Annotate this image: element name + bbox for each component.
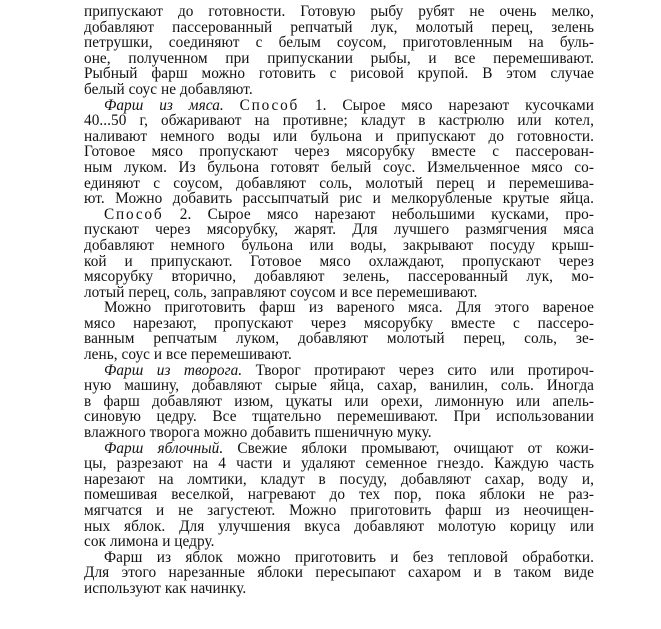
text-line (84, 98, 594, 114)
text-run: синовую цедру. Все тщательно перемешивают. При использовании (84, 408, 594, 426)
text-run: петрушки, соединяют с белым соусом, приготовленным на буль- (84, 34, 594, 52)
text-line (84, 534, 594, 550)
text-run: нарезают на ломтики, кладут в посуду, добавляют сахар, воду и, (84, 470, 594, 488)
text-run: сок лимона и цедру. (84, 533, 215, 551)
method-label: Способ (104, 205, 164, 223)
text-line (84, 222, 594, 238)
text-line (84, 35, 594, 51)
text-line (84, 269, 594, 285)
text-line (84, 472, 594, 488)
section-heading: Фарш яблочный. (104, 439, 224, 457)
text-run: мягчатся и не загустеют. Можно приготовить фарш из неочищен- (84, 502, 594, 519)
text-run: мясорубку вторично, добавляют зелень, пассерованный лук, мо- (84, 268, 594, 286)
text-run: Рыбный фарш можно готовить с рисовой крупой. В этом случае (84, 65, 594, 83)
text-run: белый соус не добавляют. (84, 80, 253, 98)
text-line (84, 191, 594, 207)
text-run: Для этого нарезанные яблоки пересыпают сахаром и в таком виде (84, 564, 594, 582)
text-line (84, 409, 594, 425)
text-run: Готовое мясо пропускают через мясорубку вместе с пассерован- (84, 143, 594, 161)
text-line (84, 51, 594, 67)
text-line (84, 254, 594, 270)
text-line (84, 519, 594, 535)
text-run: ют. Можно добавить рассыпчатый рис и мелкорубленые крутые яйца. (84, 190, 594, 208)
text-run: Фарш из яблок можно приготовить и без тепловой обработки. (104, 548, 594, 566)
section-heading: Фарш из творога. (104, 361, 243, 379)
text-run: используют как начинку. (84, 579, 247, 597)
text-run: оне, полученном при припускании рыбы, и все перемешивают. (84, 49, 594, 67)
text-run: ных яблок. Для улучшения вкуса добавляют молотую корицу или (84, 517, 594, 535)
text-run: цы, разрезают на 4 части и удаляют семенное гнездо. Каждую часть (84, 455, 594, 473)
text-run: Можно приготовить фарш из вареного мяса. Для этого вареное (104, 299, 594, 317)
text-line (84, 20, 594, 36)
text-line (84, 331, 594, 347)
text-line (84, 160, 594, 176)
text-run: помешивая веселкой, нагревают до тех пор, пока яблоки не раз- (84, 486, 594, 504)
text-run: Творог протирают через сито или протироч- (242, 361, 594, 379)
text-line (84, 300, 594, 316)
text-line (84, 363, 594, 379)
text-line (84, 425, 594, 441)
text-line (84, 503, 594, 519)
text-run (224, 97, 240, 114)
section-heading: Фарш из мяса. (104, 96, 224, 114)
text-line (84, 487, 594, 503)
text-line (84, 565, 594, 581)
text-run: мясо нарезают, пропускают через мясорубку вместе с пассеро- (84, 314, 594, 332)
text-line (84, 347, 594, 363)
text-run: 40...50 г, обжаривают на противне; кладут в кастрюлю или котел, (84, 112, 594, 130)
text-line (84, 113, 594, 129)
text-run: 1. Сырое мясо нарезают кусочками (299, 96, 595, 114)
text-run: добавляют немного бульона или воды, закрывают посуду крыш- (84, 236, 594, 254)
text-line (84, 316, 594, 332)
text-run: ванным репчатым луком, добавляют молотый перец, соль, зе- (84, 330, 594, 348)
text-line (84, 378, 594, 394)
text-line (84, 456, 594, 472)
method-label: Способ (239, 96, 300, 114)
text-run: Свежие яблоки промывают, очищают от кожи- (223, 439, 594, 457)
text-run: ным луком. Из бульона готовят белый соус. Измельченное мясо со- (84, 158, 594, 176)
text-line (84, 550, 594, 566)
body-text (84, 4, 594, 597)
text-line (84, 82, 594, 98)
text-run: кой и припускают. Готовое мясо охлаждают, пропускают через (84, 252, 594, 270)
text-run: лень, соус и все перемешивают. (84, 346, 292, 364)
text-line (84, 441, 594, 457)
text-line (84, 144, 594, 160)
text-line (84, 285, 594, 301)
text-run: добавляют пассерованный репчатый лук, молотый перец, зелень (84, 18, 594, 36)
text-run: влажного творога можно добавить пшеничную муку. (84, 424, 432, 442)
text-run: припускают до готовности. Готовую рыбу рубят не очень мелко, (84, 3, 594, 20)
text-run: единяют с соусом, добавляют соль, молотый перец и перемешива- (84, 174, 594, 192)
text-line (84, 66, 594, 82)
text-line (84, 238, 594, 254)
text-run: лотый перец, соль, заправляют соусом и все перемешивают. (84, 283, 478, 301)
text-run: в фарш добавляют изюм, цукаты или орехи, лимонную или апель- (84, 392, 594, 410)
text-run: наливают немного воды или бульона и припускают до готовности. (84, 127, 594, 145)
text-line (84, 207, 594, 223)
text-run: 2. Сырое мясо нарезают небольшими кусками, про- (163, 205, 594, 223)
text-run: ную машину, добавляют сырые яйца, сахар, ванилин, соль. Иногда (84, 377, 594, 395)
text-line (84, 4, 594, 20)
text-line (84, 581, 594, 597)
text-line (84, 176, 594, 192)
text-run: пускают через мясорубку, жарят. Для лучшего размягчения мяса (84, 221, 594, 239)
text-line (84, 394, 594, 410)
text-line (84, 129, 594, 145)
